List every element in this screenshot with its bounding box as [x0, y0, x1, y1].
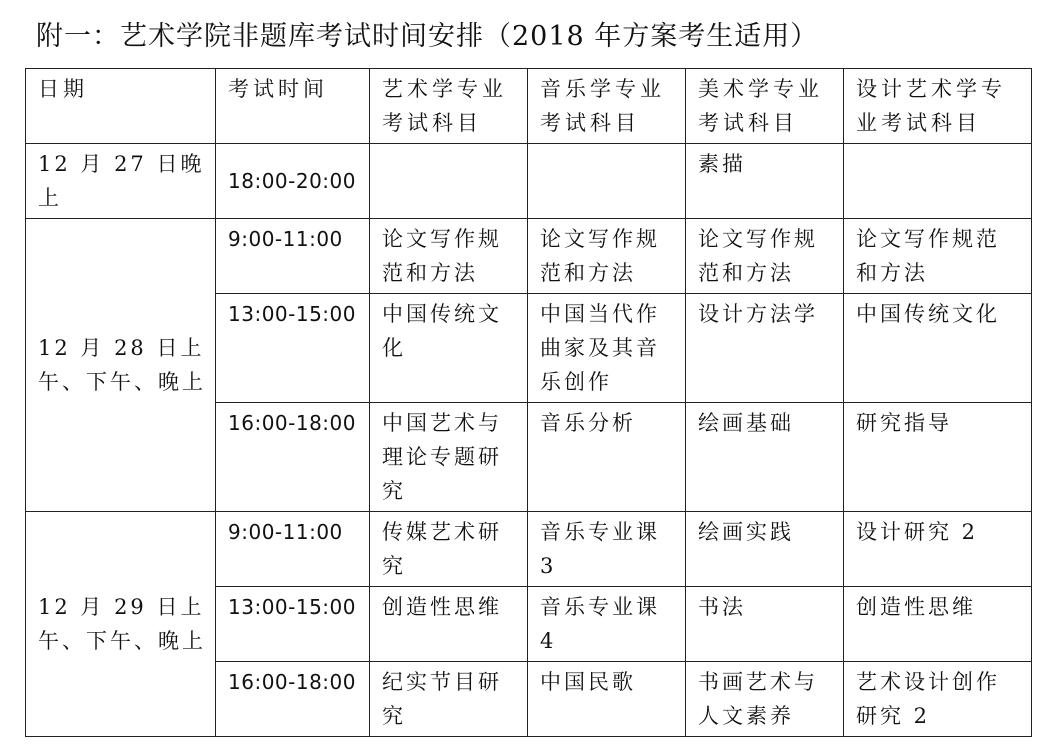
time-cell: 18:00-20:00 — [216, 144, 370, 219]
art-subject-cell: 中国艺术与理论专题研究 — [370, 403, 528, 512]
music-subject-cell: 论文写作规范和方法 — [528, 219, 686, 294]
music-subject-cell: 音乐专业课 4 — [528, 587, 686, 662]
music-subject-cell — [528, 144, 686, 219]
table-header-row — [26, 69, 1032, 144]
header-design: 设计艺术学专业考试科目 — [844, 69, 1032, 144]
design-subject-cell: 论文写作规范和方法 — [844, 219, 1032, 294]
music-subject-cell: 音乐分析 — [528, 403, 686, 512]
design-subject-cell — [844, 144, 1032, 219]
art-subject-cell: 传媒艺术研究 — [370, 512, 528, 587]
fine-art-subject-cell: 书画艺术与人文素养 — [686, 662, 844, 737]
design-subject-cell: 设计研究 2 — [844, 512, 1032, 587]
fine-art-subject-cell: 素描 — [686, 144, 844, 219]
table-row — [26, 219, 1032, 294]
art-subject-cell: 创造性思维 — [370, 587, 528, 662]
design-subject-cell: 中国传统文化 — [844, 294, 1032, 403]
fine-art-subject-cell: 书法 — [686, 587, 844, 662]
time-cell: 13:00-15:00 — [216, 587, 370, 662]
time-cell: 13:00-15:00 — [216, 294, 370, 403]
header-art: 艺术学专业考试科目 — [370, 69, 528, 144]
fine-art-subject-cell: 绘画基础 — [686, 403, 844, 512]
header-time: 考试时间 — [216, 69, 370, 144]
date-cell: 12 月 29 日上午、下午、晚上 — [26, 512, 216, 737]
design-subject-cell: 研究指导 — [844, 403, 1032, 512]
header-music: 音乐学专业考试科目 — [528, 69, 686, 144]
header-fine-art: 美术学专业考试科目 — [686, 69, 844, 144]
table-row — [26, 144, 1032, 219]
page-title: 附一：艺术学院非题库考试时间安排（2018 年方案考生适用） — [36, 21, 819, 52]
art-subject-cell — [370, 144, 528, 219]
date-cell: 12 月 27 日晚上 — [26, 144, 216, 219]
design-subject-cell: 创造性思维 — [844, 587, 1032, 662]
music-subject-cell: 音乐专业课 3 — [528, 512, 686, 587]
art-subject-cell: 纪实节目研究 — [370, 662, 528, 737]
date-cell: 12 月 28 日上午、下午、晚上 — [26, 219, 216, 512]
time-cell: 16:00-18:00 — [216, 403, 370, 512]
header-date: 日期 — [26, 69, 216, 144]
art-subject-cell: 论文写作规范和方法 — [370, 219, 528, 294]
fine-art-subject-cell: 绘画实践 — [686, 512, 844, 587]
fine-art-subject-cell: 论文写作规范和方法 — [686, 219, 844, 294]
table-row — [26, 512, 1032, 587]
design-subject-cell: 艺术设计创作研究 2 — [844, 662, 1032, 737]
art-subject-cell: 中国传统文化 — [370, 294, 528, 403]
time-cell: 9:00-11:00 — [216, 512, 370, 587]
fine-art-subject-cell: 设计方法学 — [686, 294, 844, 403]
music-subject-cell: 中国民歌 — [528, 662, 686, 737]
time-cell: 16:00-18:00 — [216, 662, 370, 737]
time-cell: 9:00-11:00 — [216, 219, 370, 294]
music-subject-cell: 中国当代作曲家及其音乐创作 — [528, 294, 686, 403]
exam-schedule-table — [25, 68, 1032, 737]
